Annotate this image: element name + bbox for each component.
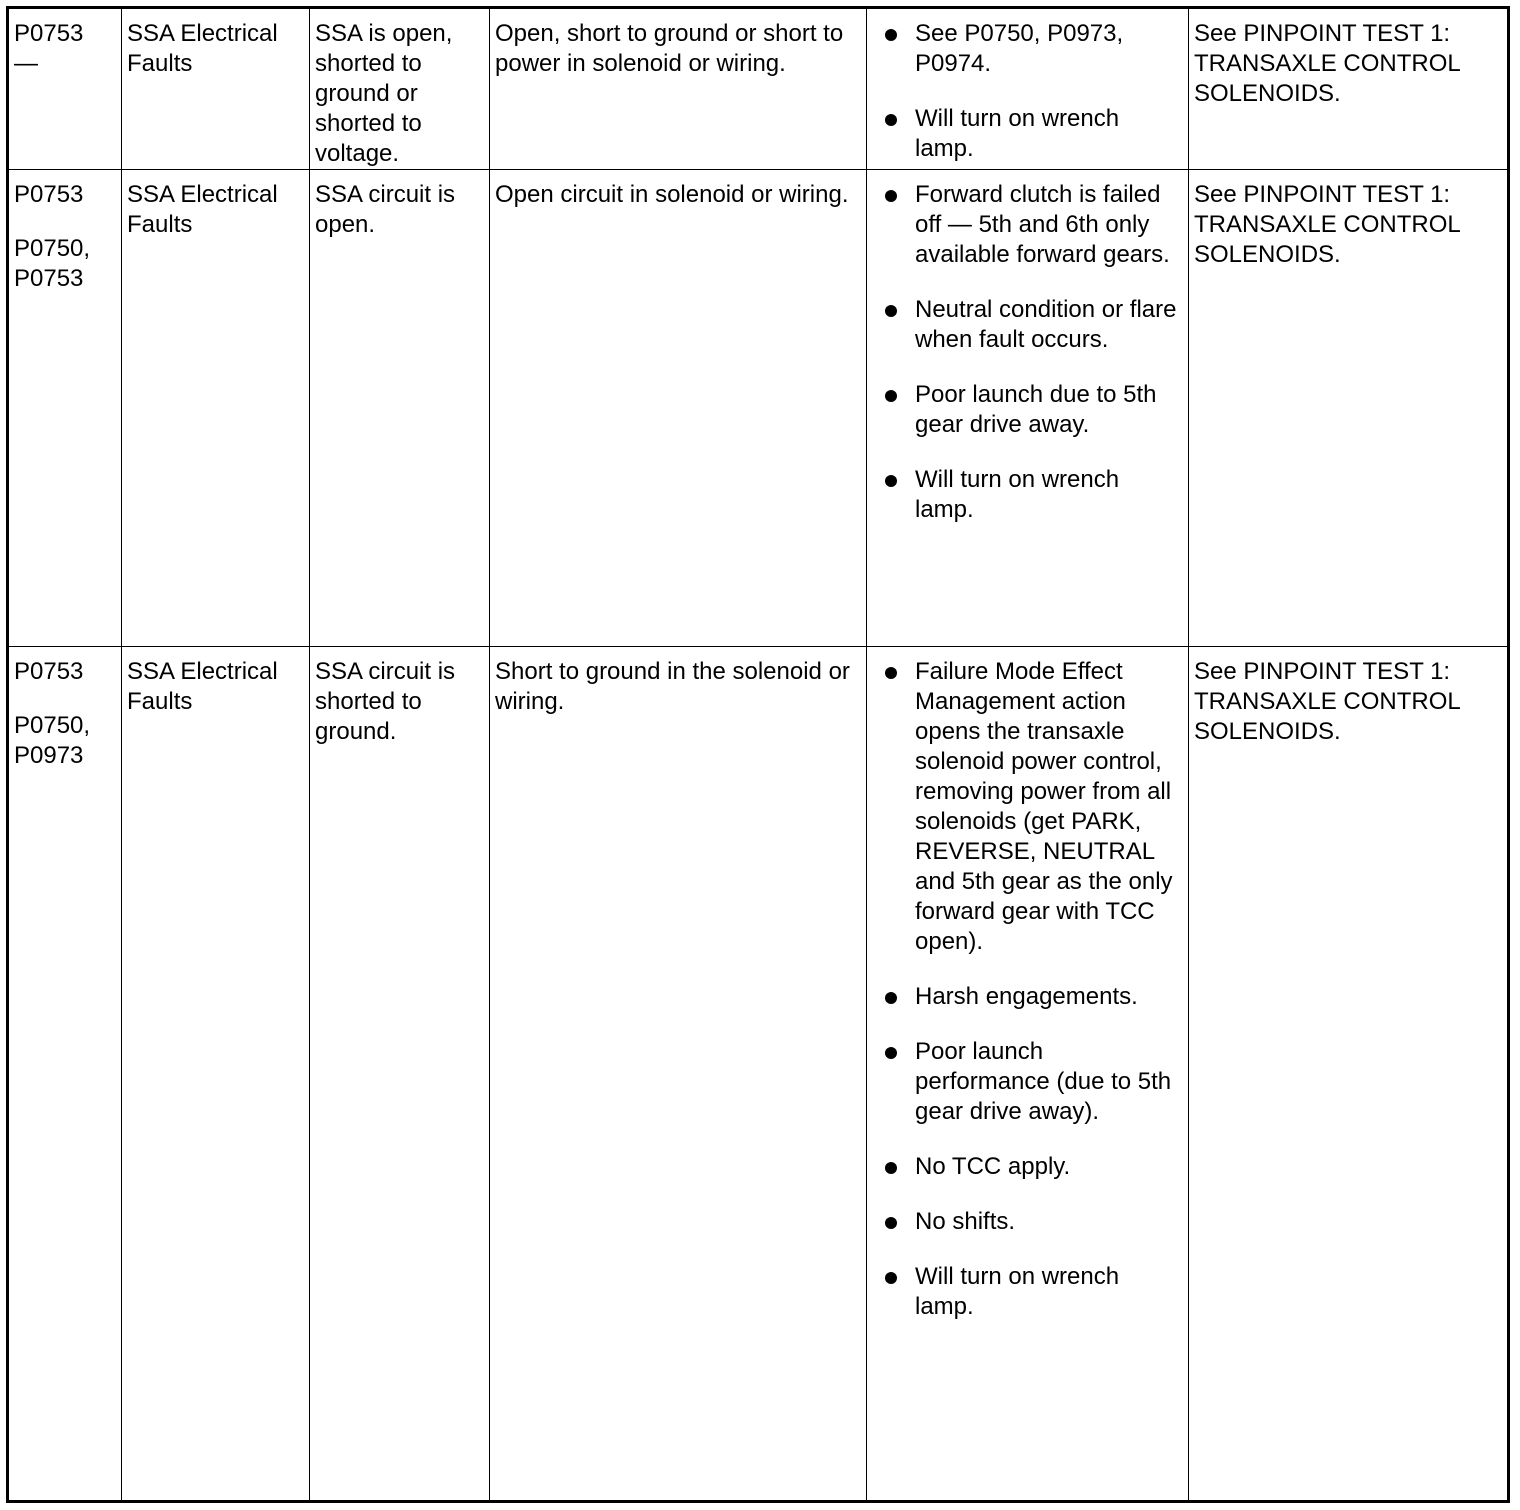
description-text: SSA circuit is open. (315, 181, 456, 238)
bullet-icon (885, 1272, 897, 1284)
component-cell (122, 647, 310, 1502)
component-cell (122, 8, 310, 170)
table-row (8, 647, 1509, 1502)
symptom-cell (867, 8, 1189, 170)
dtc-code: P0753 (14, 181, 84, 208)
symptom-item: Harsh engagements. (915, 982, 1184, 1012)
action-text: See PINPOINT TEST 1: TRANSAXLE CONTROL SOLENOIDS. (1194, 658, 1460, 745)
symptom-item: Forward clutch is failed off — 5th and 6th only available forward gears. (915, 180, 1184, 270)
condition-text: Open circuit in solenoid or wiring. (495, 181, 849, 208)
symptom-list (872, 180, 1184, 525)
action-cell (1189, 8, 1509, 170)
symptom-item: Poor launch performance (due to 5th gear drive away). (915, 1037, 1184, 1127)
component-cell (122, 170, 310, 647)
related-codes: P0750, P0973 (14, 712, 91, 769)
condition-cell (490, 170, 867, 647)
condition-cell (490, 647, 867, 1502)
condition-text: Open, short to ground or short to power in solenoid or wiring. (495, 20, 844, 77)
dtc-code-cell (8, 647, 122, 1502)
symptom-cell (867, 170, 1189, 647)
symptom-item: Will turn on wrench lamp. (915, 104, 1184, 164)
symptom-list (872, 657, 1184, 1322)
condition-cell (490, 8, 867, 170)
description-cell (310, 170, 490, 647)
description-cell (310, 647, 490, 1502)
condition-text: Short to ground in the solenoid or wiring. (495, 658, 850, 715)
symptom-item: See P0750, P0973, P0974. (915, 19, 1184, 79)
component-text: SSA Electrical Faults (127, 658, 278, 715)
symptom-item: Will turn on wrench lamp. (915, 1262, 1184, 1322)
description-text: SSA circuit is shorted to ground. (315, 658, 456, 745)
dtc-code: P0753 (14, 20, 84, 47)
component-text: SSA Electrical Faults (127, 181, 278, 238)
symptom-cell (867, 647, 1189, 1502)
symptom-item: No shifts. (915, 1207, 1184, 1237)
bullet-icon (885, 190, 897, 202)
symptom-item: Will turn on wrench lamp. (915, 465, 1184, 525)
action-text: See PINPOINT TEST 1: TRANSAXLE CONTROL SOLENOIDS. (1194, 181, 1460, 268)
bullet-icon (885, 992, 897, 1004)
dtc-code-cell (8, 170, 122, 647)
bullet-icon (885, 1047, 897, 1059)
dtc-code-cell (8, 8, 122, 170)
bullet-icon (885, 29, 897, 41)
bullet-icon (885, 1217, 897, 1229)
symptom-item: Poor launch due to 5th gear drive away. (915, 380, 1184, 440)
symptom-list (872, 19, 1184, 164)
bullet-icon (885, 305, 897, 317)
table-row (8, 170, 1509, 647)
dtc-table (6, 6, 1510, 1503)
symptom-item: Neutral condition or flare when fault occurs. (915, 295, 1184, 355)
symptom-item: No TCC apply. (915, 1152, 1184, 1182)
component-text: SSA Electrical Faults (127, 20, 278, 77)
symptom-item: Failure Mode Effect Management action opens the transaxle solenoid power control, removing power from all solenoids (get PARK, REVERSE, NEUTRAL and 5th gear as the only forward gear with TCC open). (915, 657, 1184, 957)
description-cell (310, 8, 490, 170)
related-codes: — (14, 50, 38, 77)
bullet-icon (885, 667, 897, 679)
related-codes: P0750, P0753 (14, 235, 91, 292)
action-cell (1189, 170, 1509, 647)
action-cell (1189, 647, 1509, 1502)
description-text: SSA is open, shorted to ground or shorted to voltage. (315, 20, 453, 167)
dtc-code: P0753 (14, 658, 84, 685)
bullet-icon (885, 390, 897, 402)
bullet-icon (885, 114, 897, 126)
action-text: See PINPOINT TEST 1: TRANSAXLE CONTROL SOLENOIDS. (1194, 20, 1460, 107)
bullet-icon (885, 475, 897, 487)
table-row (8, 8, 1509, 170)
bullet-icon (885, 1162, 897, 1174)
